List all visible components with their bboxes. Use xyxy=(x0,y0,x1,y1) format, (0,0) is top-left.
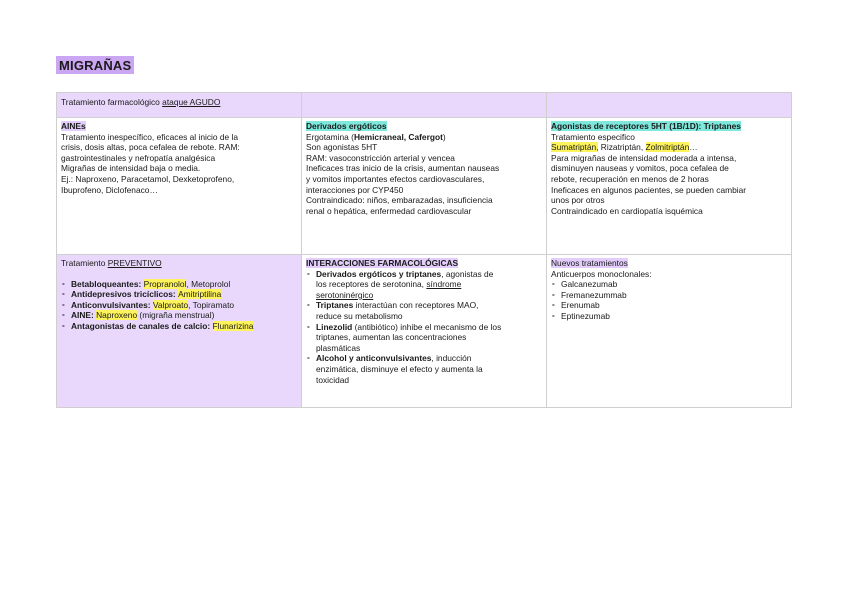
triptanes-line: unos por otros xyxy=(551,195,605,206)
list-item: - Galcanezumab xyxy=(551,279,787,290)
nuevos-list xyxy=(551,279,787,321)
highlight-drug: Amitriptilina xyxy=(178,289,222,300)
interacciones-list xyxy=(306,269,542,386)
aines-line: crisis, dosis altas, poca cefalea de rebote. RAM: xyxy=(61,142,240,153)
aines-line: Ej.: Naproxeno, Paracetamol, Dexketoprofeno, xyxy=(61,173,235,184)
triptanes-drugs xyxy=(551,142,787,153)
list-item: - Anticonvulsivantes: Valproato, Topiramato xyxy=(61,300,297,311)
cell-preventivo xyxy=(57,255,302,408)
triptanes-line: Para migrañas de intensidad moderada a intensa, xyxy=(551,152,737,163)
triptanes-line: Ineficaces en algunos pacientes, se pueden cambiar xyxy=(551,184,747,195)
triptanes-contra: Contraindicado en cardiopatía isquémica xyxy=(551,205,703,216)
ergot-brands: Hemicraneal, Cafergot xyxy=(353,131,443,142)
triptanes-line: disminuyen nauseas y vomitos, poca cefalea de xyxy=(551,163,729,174)
cell-ergot xyxy=(302,118,547,255)
list-item: - Linezolid (antibiótico) inhibe el mecanismo de los triptanes, aumentan las concentraciones plasmáticas xyxy=(306,322,542,354)
triptanes-text: Rizatriptán, xyxy=(598,142,646,153)
list-item: - Antagonistas de canales de calcio: Flunarizina xyxy=(61,321,297,332)
acute-prefix: Tratamiento farmacológico xyxy=(61,97,163,107)
aines-line: Tratamiento inespecífico, eficaces al inicio de la xyxy=(61,131,239,142)
cell-triptanes xyxy=(547,118,792,255)
table-row-acute xyxy=(57,118,792,255)
list-item: - Fremanezummab xyxy=(551,290,787,301)
highlight-drug: Flunarizina xyxy=(212,320,254,331)
preventivo-underlined: PREVENTIVO xyxy=(107,258,162,268)
highlight-drug: Valproato xyxy=(152,299,189,310)
nuevos-subtitle: Anticuerpos monoclonales: xyxy=(551,268,652,279)
ergot-line: interacciones por CYP450 xyxy=(306,184,404,195)
highlight-sumatriptan: Sumatriptán, xyxy=(551,142,599,153)
cell-interacciones xyxy=(302,255,547,408)
page-title: MIGRAÑAS xyxy=(56,56,134,74)
acute-underlined: ataque AGUDO xyxy=(162,97,221,107)
list-item: - Triptanes interactúan con receptores MAO, reduce su metabolismo xyxy=(306,300,542,321)
aines-line: gastrointestinales y nefropatía analgésica xyxy=(61,152,216,163)
ergot-line: Son agonistas 5HT xyxy=(306,142,378,153)
list-item: - Derivados ergóticos y triptanes, agonistas de los receptores de serotonina, síndrome serotoninérgico xyxy=(306,269,542,301)
preventivo-list xyxy=(61,279,297,332)
list-item: - Antidepresivos tricíclicos: Amitriptilina xyxy=(61,289,297,300)
ergot-heading: Derivados ergóticos xyxy=(306,121,387,131)
cell-acute-header xyxy=(57,93,302,118)
ergot-line: RAM: vasoconstricción arterial y vencea xyxy=(306,152,455,163)
triptanes-line: rebote, recuperación en menos de 2 horas xyxy=(551,173,709,184)
table-row-header xyxy=(57,93,792,118)
ergot-text: ) xyxy=(442,131,446,142)
highlight-drug: Naproxeno xyxy=(96,310,138,321)
list-item: - Erenumab xyxy=(551,300,787,311)
triptanes-line: Tratamiento especifico xyxy=(551,131,635,142)
ergot-contra: renal o hepática, enfermedad cardiovascular xyxy=(306,205,472,216)
cell-nuevos xyxy=(547,255,792,408)
aines-line: Migrañas de intensidad baja o media. xyxy=(61,163,201,174)
preventivo-title xyxy=(61,258,297,269)
triptanes-text: … xyxy=(689,142,698,153)
list-item: - Betabloqueantes: Propranolol, Metoprolol xyxy=(61,279,297,290)
highlight-drug: Propranolol xyxy=(143,278,187,289)
list-item: - Eptinezumab xyxy=(551,311,787,322)
triptanes-heading: Agonistas de receptores 5HT (1B/1D): Triptanes xyxy=(551,121,741,131)
ergot-text: Ergotamina ( xyxy=(306,131,354,142)
ergot-line: y vomitos importantes efectos cardiovasculares, xyxy=(306,173,485,184)
migraine-table xyxy=(56,92,792,408)
ergot-line: Ineficaces tras inicio de la crisis, aumentan nauseas xyxy=(306,163,500,174)
preventivo-prefix: Tratamiento xyxy=(61,258,108,268)
ergot-contra: Contraindicado: niños, embarazadas, insuficiencia xyxy=(306,195,493,206)
aines-line: Ibuprofeno, Diclofenaco… xyxy=(61,184,158,195)
table-row-preventive xyxy=(57,255,792,408)
cell-empty-3 xyxy=(547,93,792,118)
highlight-zolmitriptan: Zolmitriptán xyxy=(645,142,690,153)
list-item: - Alcohol y anticonvulsivantes, inducción enzimática, disminuye el efecto y aumenta la toxicidad xyxy=(306,353,542,385)
interacciones-heading: INTERACCIONES FARMACOLÓGICAS xyxy=(306,258,459,268)
cell-empty-2 xyxy=(302,93,547,118)
ergot-line-1 xyxy=(306,132,542,143)
aines-heading: AINEs xyxy=(61,121,86,131)
nuevos-heading: Nuevos tratamientos xyxy=(551,258,628,268)
list-item: - AINE: Naproxeno (migraña menstrual) xyxy=(61,310,297,321)
cell-aines xyxy=(57,118,302,255)
